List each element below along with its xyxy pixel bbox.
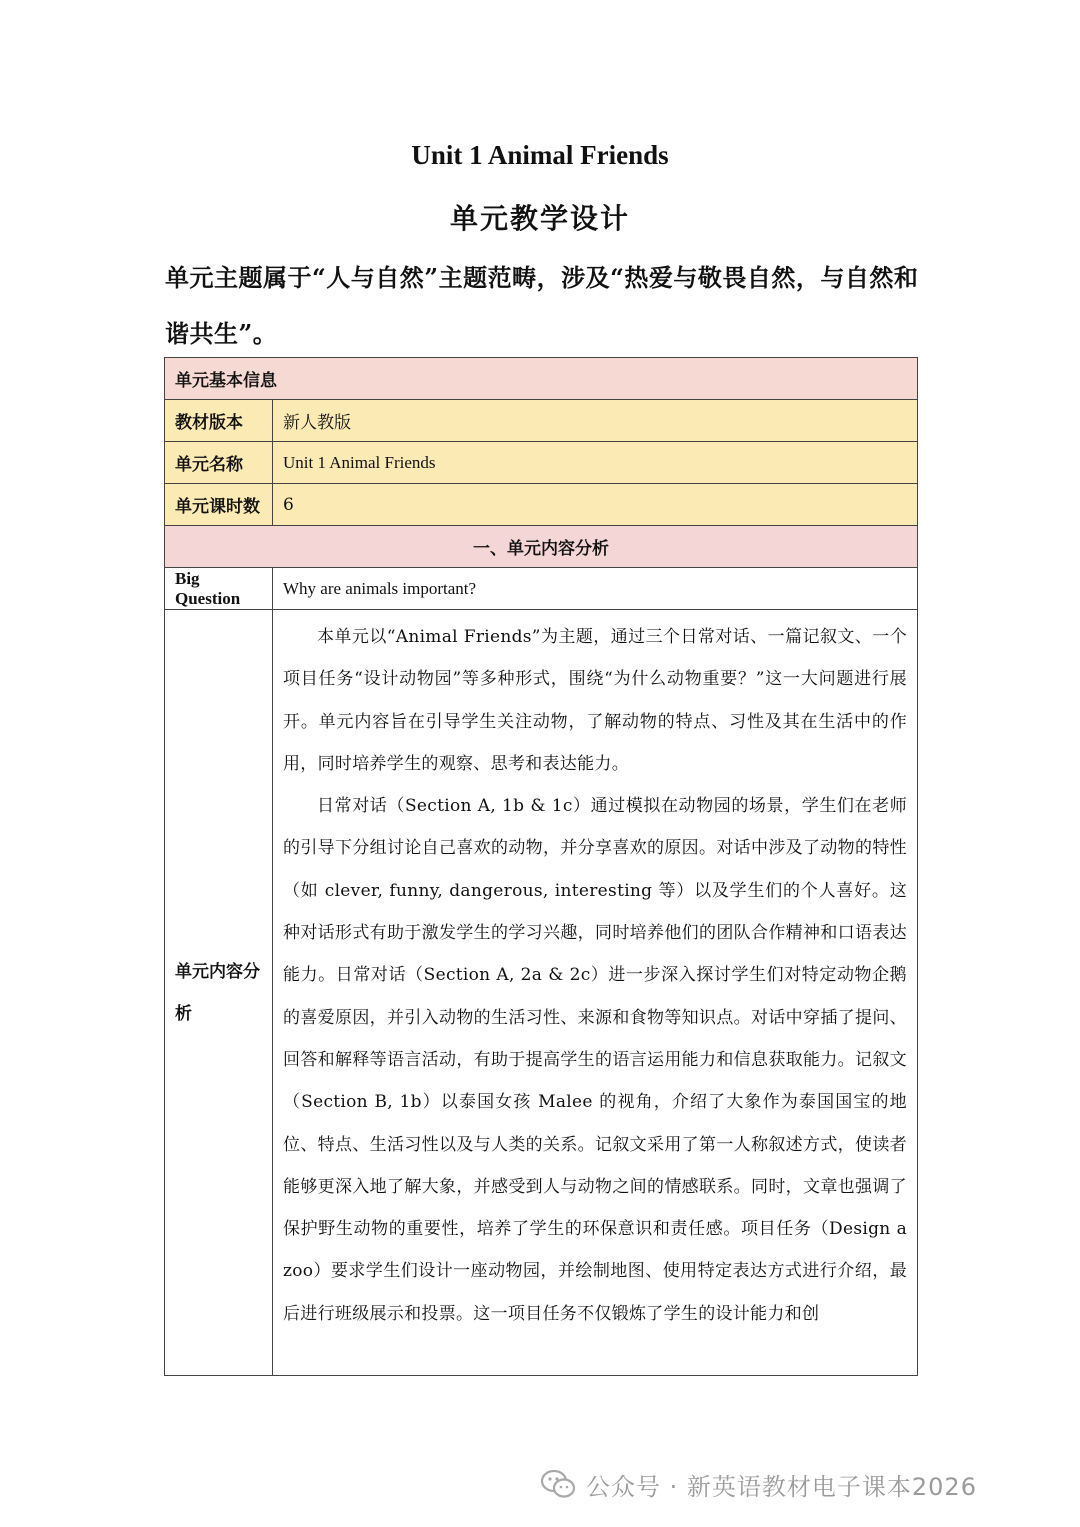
content-analysis-row — [165, 610, 918, 1376]
unit-name-value: Unit 1 Animal Friends — [273, 442, 918, 484]
big-question-row — [165, 568, 918, 610]
section-row-analysis — [165, 526, 918, 568]
periods-label: 单元课时数 — [165, 484, 273, 526]
page-title: Unit 1 Animal Friends — [411, 140, 669, 170]
section-basic-label: 单元基本信息 — [165, 358, 918, 400]
content-paragraph: 日常对话（Section A, 1b & 1c）通过模拟在动物园的场景，学生们在老师的引导下分组讨论自己喜欢的动物，并分享喜欢的原因。对话中涉及了动物的特性（如 clever, funny, dangerous, interesting 等）以及学生们的个人喜好。这种对话形式有助于激发学生的学习兴趣，同时培养他们的团队合作精神和口语表达能力。日常对话（Section A, 2a & 2c）进一步深入探讨学生们对特定动物企鹅的喜爱原因，并引入动物的生活习性、来源和食物等知识点。对话中穿插了提问、回答和解释等语言活动，有助于提高学生的语言运用能力和信息获取能力。记叙文（Section B, 1b）以泰国女孩 Malee 的视角，介绍了大象作为泰国国宝的地位、特点、生活习性以及与人类的关系。记叙文采用了第一人称叙述方式，使读者能够更深入地了解大象，并感受到人与动物之间的情感联系。同时，文章也强调了保护野生动物的重要性，培养了学生的环保意识和责任感。项目任务（Design a zoo）要求学生们设计一座动物园，并绘制地图、使用特定表达方式进行介绍，最后进行班级展示和投票。这一项目任务不仅锻炼了学生的设计能力和创 — [283, 796, 907, 1324]
content-paragraph: 本单元以“Animal Friends”为主题，通过三个日常对话、一篇记叙文、一个项目任务“设计动物园”等多种形式，围绕“为什么动物重要？”这一大问题进行展开。单元内容旨在引导学生关注动物，了解动物的特点、习性及其在生活中的作用，同时培养学生的观察、思考和表达能力。 — [283, 627, 907, 774]
info-row-periods — [165, 484, 918, 526]
page-subtitle: 单元教学设计 — [449, 202, 630, 235]
edition-label: 教材版本 — [165, 400, 273, 442]
content-analysis-label-cell — [165, 610, 273, 1376]
edition-value: 新人教版 — [273, 400, 918, 442]
big-question-label: Big Question — [165, 568, 273, 610]
section-analysis-label: 一、单元内容分析 — [165, 526, 918, 568]
unit-info-table — [164, 357, 918, 1376]
section-row-basic — [165, 358, 918, 400]
unit-name-label: 单元名称 — [165, 442, 273, 484]
unit-theme-intro: 单元主题属于“人与自然”主题范畴，涉及“热爱与敬畏自然，与自然和谐共生”。 — [165, 263, 919, 348]
wechat-icon — [540, 1469, 576, 1499]
content-analysis-body — [273, 610, 918, 1376]
content-analysis-label: 单元内容分析 — [175, 961, 260, 1024]
periods-value: 6 — [273, 484, 918, 526]
info-row-edition — [165, 400, 918, 442]
info-row-unit-name — [165, 442, 918, 484]
footer-watermark — [540, 1462, 977, 1506]
big-question-value: Why are animals important? — [273, 568, 918, 610]
footer-text: 公众号 · 新英语教材电子课本2026 — [586, 1472, 977, 1501]
